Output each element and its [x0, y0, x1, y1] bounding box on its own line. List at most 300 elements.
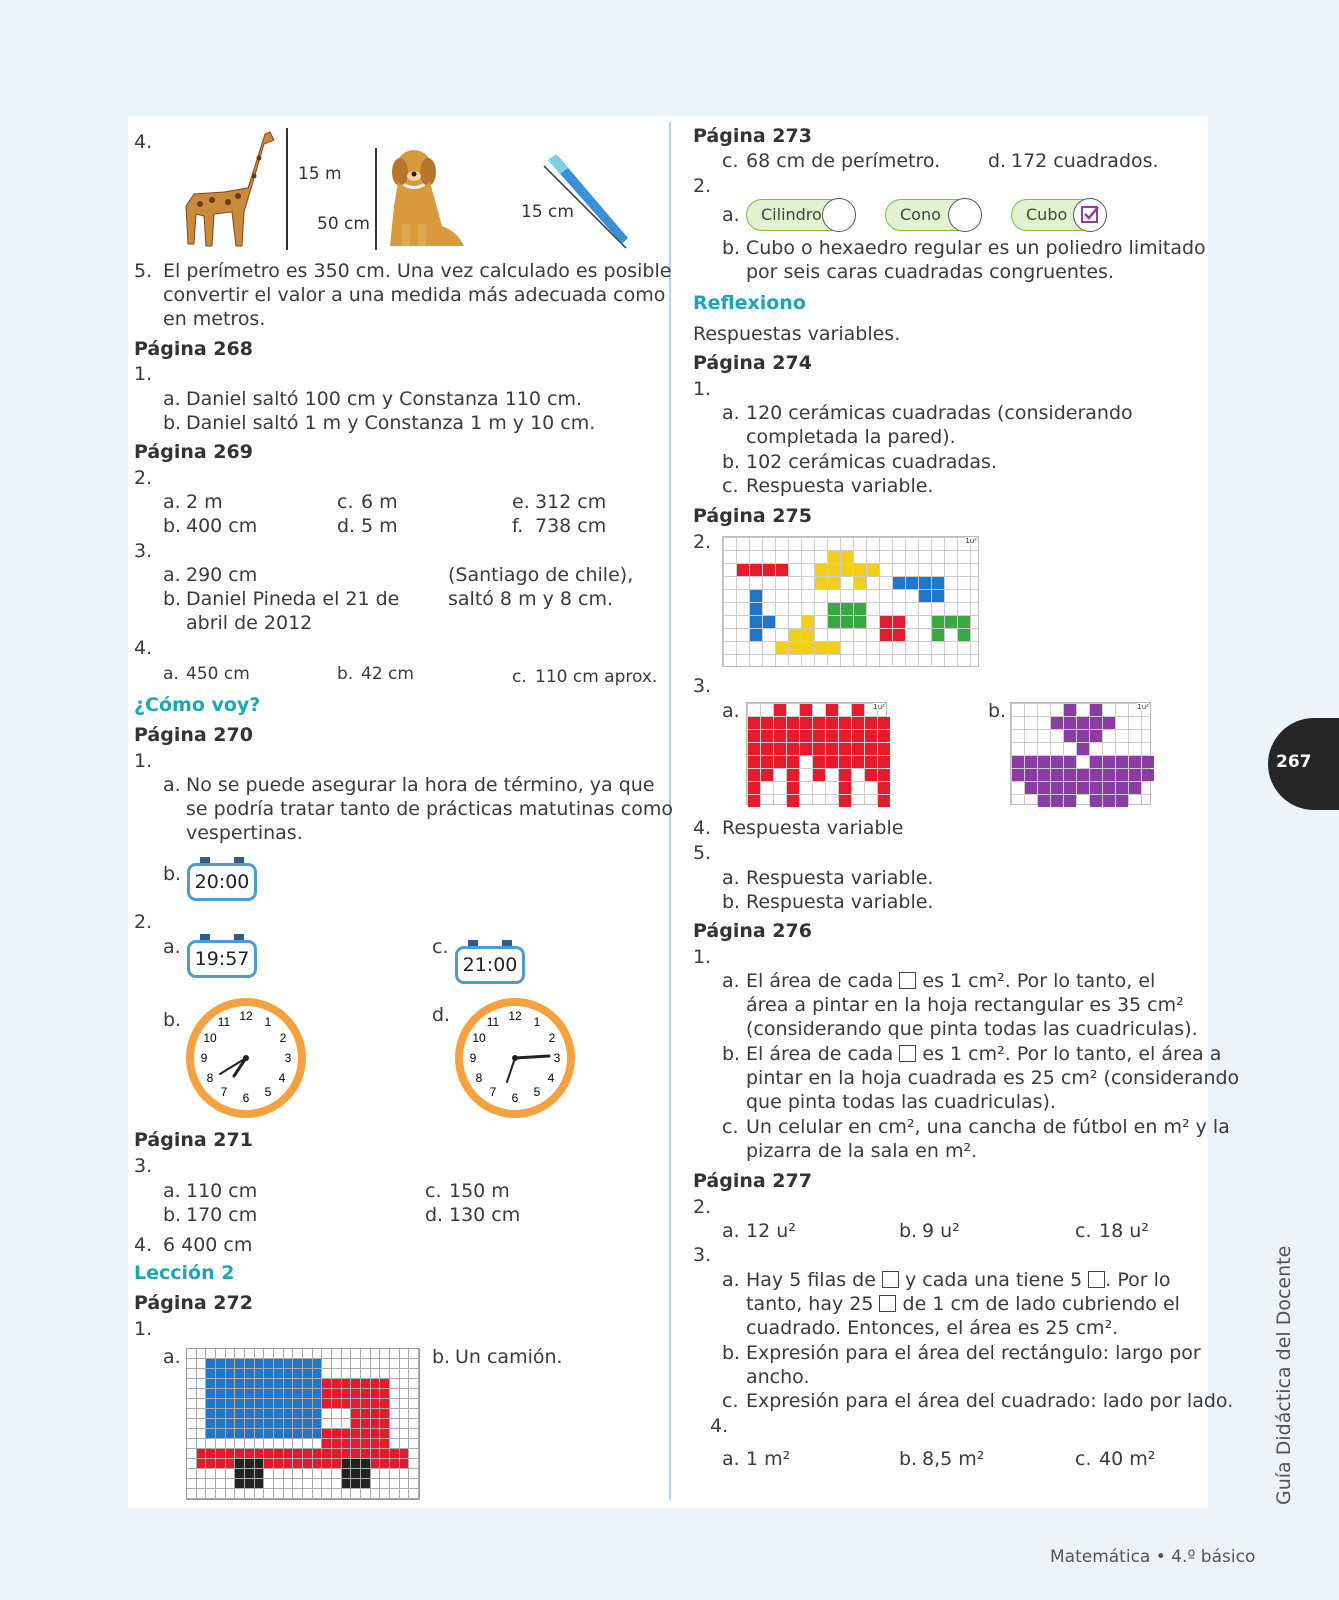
- grid-cell: [1116, 782, 1128, 794]
- clock-d-number-8: 8: [475, 1071, 483, 1085]
- truck-grid-cell: [390, 1349, 400, 1359]
- truck-grid-cell: [400, 1399, 410, 1409]
- truck-grid-cell: [342, 1409, 352, 1419]
- truck-grid-cell: [226, 1449, 236, 1459]
- clock-d-number-10: 10: [472, 1031, 486, 1045]
- truck-grid-cell: [332, 1359, 342, 1369]
- truck-grid-cell: [235, 1409, 245, 1419]
- truck-grid-cell: [303, 1359, 313, 1369]
- p277-q2-b-letter: b.: [899, 1220, 918, 1242]
- grid-cell: [1116, 795, 1128, 807]
- truck-grid-cell: [245, 1399, 255, 1409]
- p274-b-letter: b.: [722, 451, 741, 473]
- p271-q4: 4.: [134, 1234, 153, 1256]
- clock-d-number-2: 2: [548, 1031, 556, 1045]
- truck-grid-cell: [197, 1459, 207, 1469]
- grid-cell: [800, 743, 812, 755]
- grid-cell: [828, 603, 840, 615]
- grid-cell: [774, 756, 786, 768]
- p277-q2-c: 18 u²: [1099, 1220, 1149, 1242]
- truck-grid-cell: [380, 1449, 390, 1459]
- truck-grid-cell: [371, 1419, 381, 1429]
- p271-d-letter: d.: [425, 1204, 444, 1226]
- truck-grid-cell: [342, 1369, 352, 1379]
- truck-grid-cell: [322, 1469, 332, 1479]
- grid-cell: [1064, 795, 1076, 807]
- truck-grid-cell: [313, 1489, 323, 1499]
- p277-c-letter: c.: [722, 1390, 739, 1412]
- p277-q3: 3.: [693, 1244, 712, 1266]
- grid-cell: [852, 717, 864, 729]
- truck-grid-cell: [226, 1469, 236, 1479]
- truck-grid-cell: [351, 1459, 361, 1469]
- p270-b-letter: b.: [163, 863, 182, 885]
- truck-grid-cell: [274, 1429, 284, 1439]
- truck-grid-cell: [400, 1349, 410, 1359]
- p271-b-letter: b.: [163, 1204, 182, 1226]
- truck-grid-cell: [342, 1439, 352, 1449]
- truck-grid-cell: [216, 1379, 226, 1389]
- truck-grid-cell: [284, 1399, 294, 1409]
- truck-grid-cell: [322, 1429, 332, 1439]
- truck-grid-cell: [303, 1489, 313, 1499]
- grid-cell: [1051, 717, 1063, 729]
- truck-grid-cell: [390, 1389, 400, 1399]
- grid-cell: [774, 743, 786, 755]
- grid-cell: [865, 743, 877, 755]
- clock-b-number-10: 10: [203, 1031, 217, 1045]
- grid-unit-label: 1u²: [1137, 703, 1149, 711]
- grid-cell: [800, 730, 812, 742]
- grid-cell: [839, 782, 851, 794]
- truck-grid-cell: [264, 1489, 274, 1499]
- truck-grid-cell: [206, 1429, 216, 1439]
- truck-grid-cell: [342, 1379, 352, 1389]
- clock-d-number-5: 5: [533, 1085, 541, 1099]
- truck-grid-cell: [322, 1379, 332, 1389]
- truck-grid-cell: [235, 1449, 245, 1459]
- grid-cell: [1064, 782, 1076, 794]
- option-cubo: Cubo: [1011, 199, 1101, 231]
- truck-grid-cell: [351, 1359, 361, 1369]
- truck-grid-cell: [371, 1439, 381, 1449]
- truck-grid-cell: [371, 1449, 381, 1459]
- truck-grid-cell: [390, 1439, 400, 1449]
- p270-title: Página 270: [134, 724, 253, 746]
- truck-grid-cell: [293, 1459, 303, 1469]
- clock-d-number-7: 7: [489, 1085, 497, 1099]
- p277-q2-a-letter: a.: [722, 1220, 740, 1242]
- p275-q4-answer: Respuesta variable: [722, 817, 904, 839]
- grid-cell: [1038, 782, 1050, 794]
- grid-cell: [748, 769, 760, 781]
- truck-grid-cell: [390, 1419, 400, 1429]
- p269-q3-b-letter: b.: [163, 588, 182, 610]
- truck-grid-cell: [187, 1439, 197, 1449]
- p269-q4-b: 42 cm: [361, 664, 414, 684]
- truck-grid-cell: [264, 1469, 274, 1479]
- grid-cell: [865, 756, 877, 768]
- truck-grid-cell: [255, 1429, 265, 1439]
- grid-cell: [748, 795, 760, 807]
- truck-grid-cell: [390, 1469, 400, 1479]
- grid-cell: [813, 730, 825, 742]
- grid-cell: [813, 717, 825, 729]
- truck-grid-cell: [409, 1389, 419, 1399]
- p269-q3-a-letter: a.: [163, 564, 181, 586]
- truck-grid-cell: [197, 1349, 207, 1359]
- truck-grid-cell: [235, 1349, 245, 1359]
- truck-grid-cell: [226, 1359, 236, 1369]
- grid-cell: [763, 616, 775, 628]
- p277-a-line-1-post: . Por lo: [1105, 1269, 1171, 1291]
- truck-grid-cell: [400, 1479, 410, 1489]
- p277-q4-c: 40 m²: [1099, 1448, 1156, 1470]
- truck-grid-cell: [332, 1459, 342, 1469]
- truck-grid-cell: [235, 1459, 245, 1469]
- truck-grid-cell: [245, 1419, 255, 1429]
- truck-grid-cell: [187, 1469, 197, 1479]
- truck-grid-cell: [351, 1409, 361, 1419]
- truck-grid-cell: [284, 1379, 294, 1389]
- grid-cell: [1012, 769, 1024, 781]
- truck-grid-cell: [313, 1369, 323, 1379]
- p269-q2-c: 6 m: [361, 491, 398, 513]
- truck-grid-cell: [380, 1409, 390, 1419]
- truck-grid-cell: [264, 1419, 274, 1429]
- truck-grid-cell: [216, 1359, 226, 1369]
- p274-a-line-2: completada la pared).: [746, 426, 956, 448]
- grid-cell: [1090, 769, 1102, 781]
- truck-grid-cell: [216, 1479, 226, 1489]
- grid-cell: [1103, 795, 1115, 807]
- truck-grid-cell: [342, 1429, 352, 1439]
- reflexiono-heading: Reflexiono: [693, 292, 806, 314]
- grid-cell: [852, 756, 864, 768]
- grid-cell: [865, 769, 877, 781]
- truck-grid-cell: [235, 1469, 245, 1479]
- truck-grid-cell: [274, 1409, 284, 1419]
- truck-grid-cell: [255, 1459, 265, 1469]
- grid-cell: [761, 730, 773, 742]
- p273-d-letter: d.: [988, 150, 1007, 172]
- grid-cell: [828, 616, 840, 628]
- checkbox-checked-icon: [1074, 199, 1105, 230]
- truck-grid-cell: [255, 1389, 265, 1399]
- truck-grid-cell: [216, 1399, 226, 1409]
- grid-cell: [865, 730, 877, 742]
- truck-grid-cell: [351, 1369, 361, 1379]
- truck-grid-cell: [371, 1359, 381, 1369]
- truck-grid-cell: [284, 1409, 294, 1419]
- truck-grid-cell: [409, 1429, 419, 1439]
- p277-a-line-1-pre: Hay 5 filas de: [746, 1269, 876, 1291]
- p277-a-line-2-pre: tanto, hay 25: [746, 1293, 874, 1315]
- clock-b-number-8: 8: [206, 1071, 214, 1085]
- truck-grid-cell: [409, 1369, 419, 1379]
- p270-q2-d-letter: d.: [432, 1004, 451, 1026]
- truck-grid-cell: [293, 1349, 303, 1359]
- truck-grid-cell: [226, 1419, 236, 1429]
- grid-cell: [787, 795, 799, 807]
- p277-q2-b: 9 u²: [922, 1220, 960, 1242]
- p277-q2: 2.: [693, 1196, 712, 1218]
- p272-a-letter: a.: [163, 1346, 181, 1368]
- truck-grid-cell: [409, 1399, 419, 1409]
- truck-grid-cell: [380, 1359, 390, 1369]
- truck-grid-cell: [322, 1389, 332, 1399]
- grid-cell: [1077, 717, 1089, 729]
- truck-grid-cell: [400, 1369, 410, 1379]
- p271-b: 170 cm: [186, 1204, 258, 1226]
- truck-grid-cell: [303, 1409, 313, 1419]
- p274-q1: 1.: [693, 378, 712, 400]
- truck-grid-cell: [206, 1359, 216, 1369]
- p275-q5-a-letter: a.: [722, 867, 740, 889]
- p277-q2-a: 12 u²: [746, 1220, 796, 1242]
- truck-grid-cell: [226, 1369, 236, 1379]
- truck-grid-cell: [293, 1489, 303, 1499]
- truck-grid-cell: [274, 1359, 284, 1369]
- grid-cell: [802, 616, 814, 628]
- grid-cell: [750, 616, 762, 628]
- truck-grid-cell: [206, 1439, 216, 1449]
- grid-cell: [852, 704, 864, 716]
- p273-c: 68 cm de perímetro.: [746, 150, 941, 172]
- truck-grid-cell: [255, 1359, 265, 1369]
- truck-grid-cell: [245, 1489, 255, 1499]
- truck-grid-cell: [380, 1349, 390, 1359]
- grid-cell: [748, 756, 760, 768]
- grid-cell: [878, 717, 890, 729]
- truck-grid-cell: [332, 1449, 342, 1459]
- truck-grid-cell: [322, 1359, 332, 1369]
- option-cilindro: Cilindro: [746, 199, 846, 231]
- truck-grid-cell: [226, 1349, 236, 1359]
- p276-q1: 1.: [693, 946, 712, 968]
- truck-grid-cell: [400, 1359, 410, 1369]
- truck-grid-cell: [400, 1429, 410, 1439]
- truck-grid-cell: [206, 1459, 216, 1469]
- option-cilindro-circle: [822, 198, 856, 232]
- truck-grid-cell: [322, 1459, 332, 1469]
- truck-grid-cell: [206, 1469, 216, 1479]
- truck-grid-cell: [351, 1429, 361, 1439]
- truck-grid-cell: [332, 1479, 342, 1489]
- grid-cell: [945, 616, 957, 628]
- truck-grid-cell: [216, 1429, 226, 1439]
- truck-grid-cell: [274, 1449, 284, 1459]
- grid-cell: [776, 642, 788, 654]
- grid-cell: [1012, 756, 1024, 768]
- truck-grid-cell: [303, 1469, 313, 1479]
- truck-grid-cell: [245, 1369, 255, 1379]
- grid-cell: [826, 717, 838, 729]
- p275-q5-b: Respuesta variable.: [746, 891, 934, 913]
- p269-q4: 4.: [134, 637, 153, 659]
- truck-grid-cell: [361, 1389, 371, 1399]
- grid-cell: [815, 564, 827, 576]
- truck-grid-cell: [400, 1449, 410, 1459]
- truck-grid-cell: [264, 1429, 274, 1439]
- truck-grid-cell: [400, 1439, 410, 1449]
- truck-grid-cell: [361, 1369, 371, 1379]
- dog-height-label: 50 cm: [317, 214, 370, 234]
- truck-grid-cell: [187, 1419, 197, 1429]
- truck-grid-cell: [351, 1399, 361, 1409]
- grid-cell: [878, 769, 890, 781]
- toothbrush-image: [538, 152, 634, 252]
- p269-q2-d: 5 m: [361, 515, 398, 537]
- square-icon: [882, 1271, 899, 1288]
- grid-cell: [761, 769, 773, 781]
- grid-cell: [774, 704, 786, 716]
- p274-a-letter: a.: [722, 402, 740, 424]
- truck-grid-cell: [245, 1469, 255, 1479]
- truck-grid-cell: [216, 1369, 226, 1379]
- grid-cell: [748, 717, 760, 729]
- p268-q1: 1.: [134, 363, 153, 385]
- truck-grid-cell: [303, 1379, 313, 1389]
- truck-grid-cell: [187, 1479, 197, 1489]
- truck-grid-cell: [264, 1449, 274, 1459]
- grid-cell: [750, 564, 762, 576]
- truck-grid-cell: [371, 1459, 381, 1469]
- grid-cell: [1103, 756, 1115, 768]
- truck-grid-cell: [264, 1379, 274, 1389]
- truck-grid-cell: [361, 1429, 371, 1439]
- p270-q2: 2.: [134, 911, 153, 933]
- truck-grid-cell: [284, 1479, 294, 1489]
- p276-a-letter: a.: [722, 970, 740, 992]
- truck-grid-cell: [400, 1459, 410, 1469]
- truck-grid-cell: [293, 1399, 303, 1409]
- grid-cell: [802, 629, 814, 641]
- truck-grid-cell: [206, 1369, 216, 1379]
- grid-cell: [1064, 756, 1076, 768]
- truck-grid-cell: [197, 1439, 207, 1449]
- p277-q4-c-letter: c.: [1075, 1448, 1092, 1470]
- digital-clock-20-00: 20:00: [187, 863, 257, 901]
- truck-grid-cell: [206, 1409, 216, 1419]
- truck-grid-cell: [245, 1409, 255, 1419]
- p269-q2-b-letter: b.: [163, 515, 182, 537]
- truck-grid-cell: [293, 1409, 303, 1419]
- red-pattern-grid: [746, 702, 887, 805]
- grid-cell: [737, 564, 749, 576]
- truck-grid-cell: [313, 1399, 323, 1409]
- truck-grid-cell: [342, 1449, 352, 1459]
- q5-line-1: El perímetro es 350 cm. Una vez calculado es posible: [163, 260, 672, 282]
- grid-cell: [1142, 769, 1154, 781]
- grid-cell: [800, 704, 812, 716]
- clock-b-number-5: 5: [264, 1085, 272, 1099]
- truck-grid-cell: [197, 1379, 207, 1389]
- truck-grid-cell: [226, 1479, 236, 1489]
- truck-grid-cell: [313, 1409, 323, 1419]
- grid-cell: [1064, 704, 1076, 716]
- p273-title: Página 273: [693, 125, 812, 147]
- grid-cell: [958, 616, 970, 628]
- truck-grid-cell: [293, 1419, 303, 1429]
- clock-d-number-9: 9: [469, 1051, 477, 1065]
- grid-unit-label: 1u²: [965, 537, 977, 545]
- truck-grid-cell: [206, 1419, 216, 1429]
- grid-cell: [841, 603, 853, 615]
- grid-cell: [932, 577, 944, 589]
- grid-cell: [1077, 782, 1089, 794]
- p269-q4-b-letter: b.: [337, 664, 354, 684]
- grid-cell: [802, 642, 814, 654]
- truck-grid-cell: [390, 1489, 400, 1499]
- grid-cell: [1064, 717, 1076, 729]
- grid-cell: [878, 743, 890, 755]
- truck-grid-cell: [342, 1469, 352, 1479]
- grid-cell: [750, 590, 762, 602]
- p269-q4-c: 110 cm aprox.: [535, 667, 658, 687]
- grid-cell: [839, 795, 851, 807]
- truck-grid-cell: [380, 1429, 390, 1439]
- truck-grid-cell: [274, 1419, 284, 1429]
- truck-grid-cell: [293, 1389, 303, 1399]
- truck-grid-cell: [206, 1399, 216, 1409]
- p276-a-line-1-pre: El área de cada: [746, 970, 894, 992]
- clock-b-number-12: 12: [239, 1009, 253, 1023]
- p276-b-line-2: pintar en la hoja cuadrada es 25 cm² (considerando: [746, 1067, 1240, 1089]
- pentomino-grid: [722, 536, 979, 667]
- truck-grid-cell: [409, 1359, 419, 1369]
- grid-cell: [852, 730, 864, 742]
- clock-b-number-2: 2: [279, 1031, 287, 1045]
- truck-grid-cell: [216, 1389, 226, 1399]
- p271-a-letter: a.: [163, 1180, 181, 1202]
- truck-grid-cell: [322, 1409, 332, 1419]
- grid-cell: [774, 730, 786, 742]
- truck-grid-cell: [284, 1419, 294, 1429]
- truck-grid-cell: [255, 1349, 265, 1359]
- truck-grid-cell: [361, 1349, 371, 1359]
- grid-cell: [787, 743, 799, 755]
- truck-grid-cell: [409, 1489, 419, 1499]
- clock-b-number-9: 9: [200, 1051, 208, 1065]
- truck-grid-cell: [313, 1419, 323, 1429]
- grid-cell: [750, 629, 762, 641]
- truck-grid-cell: [197, 1469, 207, 1479]
- grid-cell: [867, 564, 879, 576]
- truck-grid-cell: [322, 1479, 332, 1489]
- grid-cell: [893, 577, 905, 589]
- truck-grid-cell: [361, 1359, 371, 1369]
- grid-cell: [750, 603, 762, 615]
- truck-grid-cell: [361, 1379, 371, 1389]
- truck-grid-cell: [380, 1479, 390, 1489]
- truck-grid-cell: [245, 1379, 255, 1389]
- grid-cell: [1077, 769, 1089, 781]
- p275-q3-a-letter: a.: [722, 700, 740, 722]
- truck-grid-cell: [255, 1489, 265, 1499]
- truck-grid-cell: [409, 1379, 419, 1389]
- truck-grid-cell: [342, 1359, 352, 1369]
- truck-grid-cell: [226, 1459, 236, 1469]
- grid-cell: [932, 590, 944, 602]
- truck-grid-cell: [216, 1449, 226, 1459]
- purple-pattern-grid: [1010, 702, 1151, 805]
- grid-cell: [761, 756, 773, 768]
- truck-grid-cell: [332, 1369, 342, 1379]
- grid-cell: [878, 795, 890, 807]
- grid-cell: [787, 730, 799, 742]
- truck-grid-cell: [303, 1429, 313, 1439]
